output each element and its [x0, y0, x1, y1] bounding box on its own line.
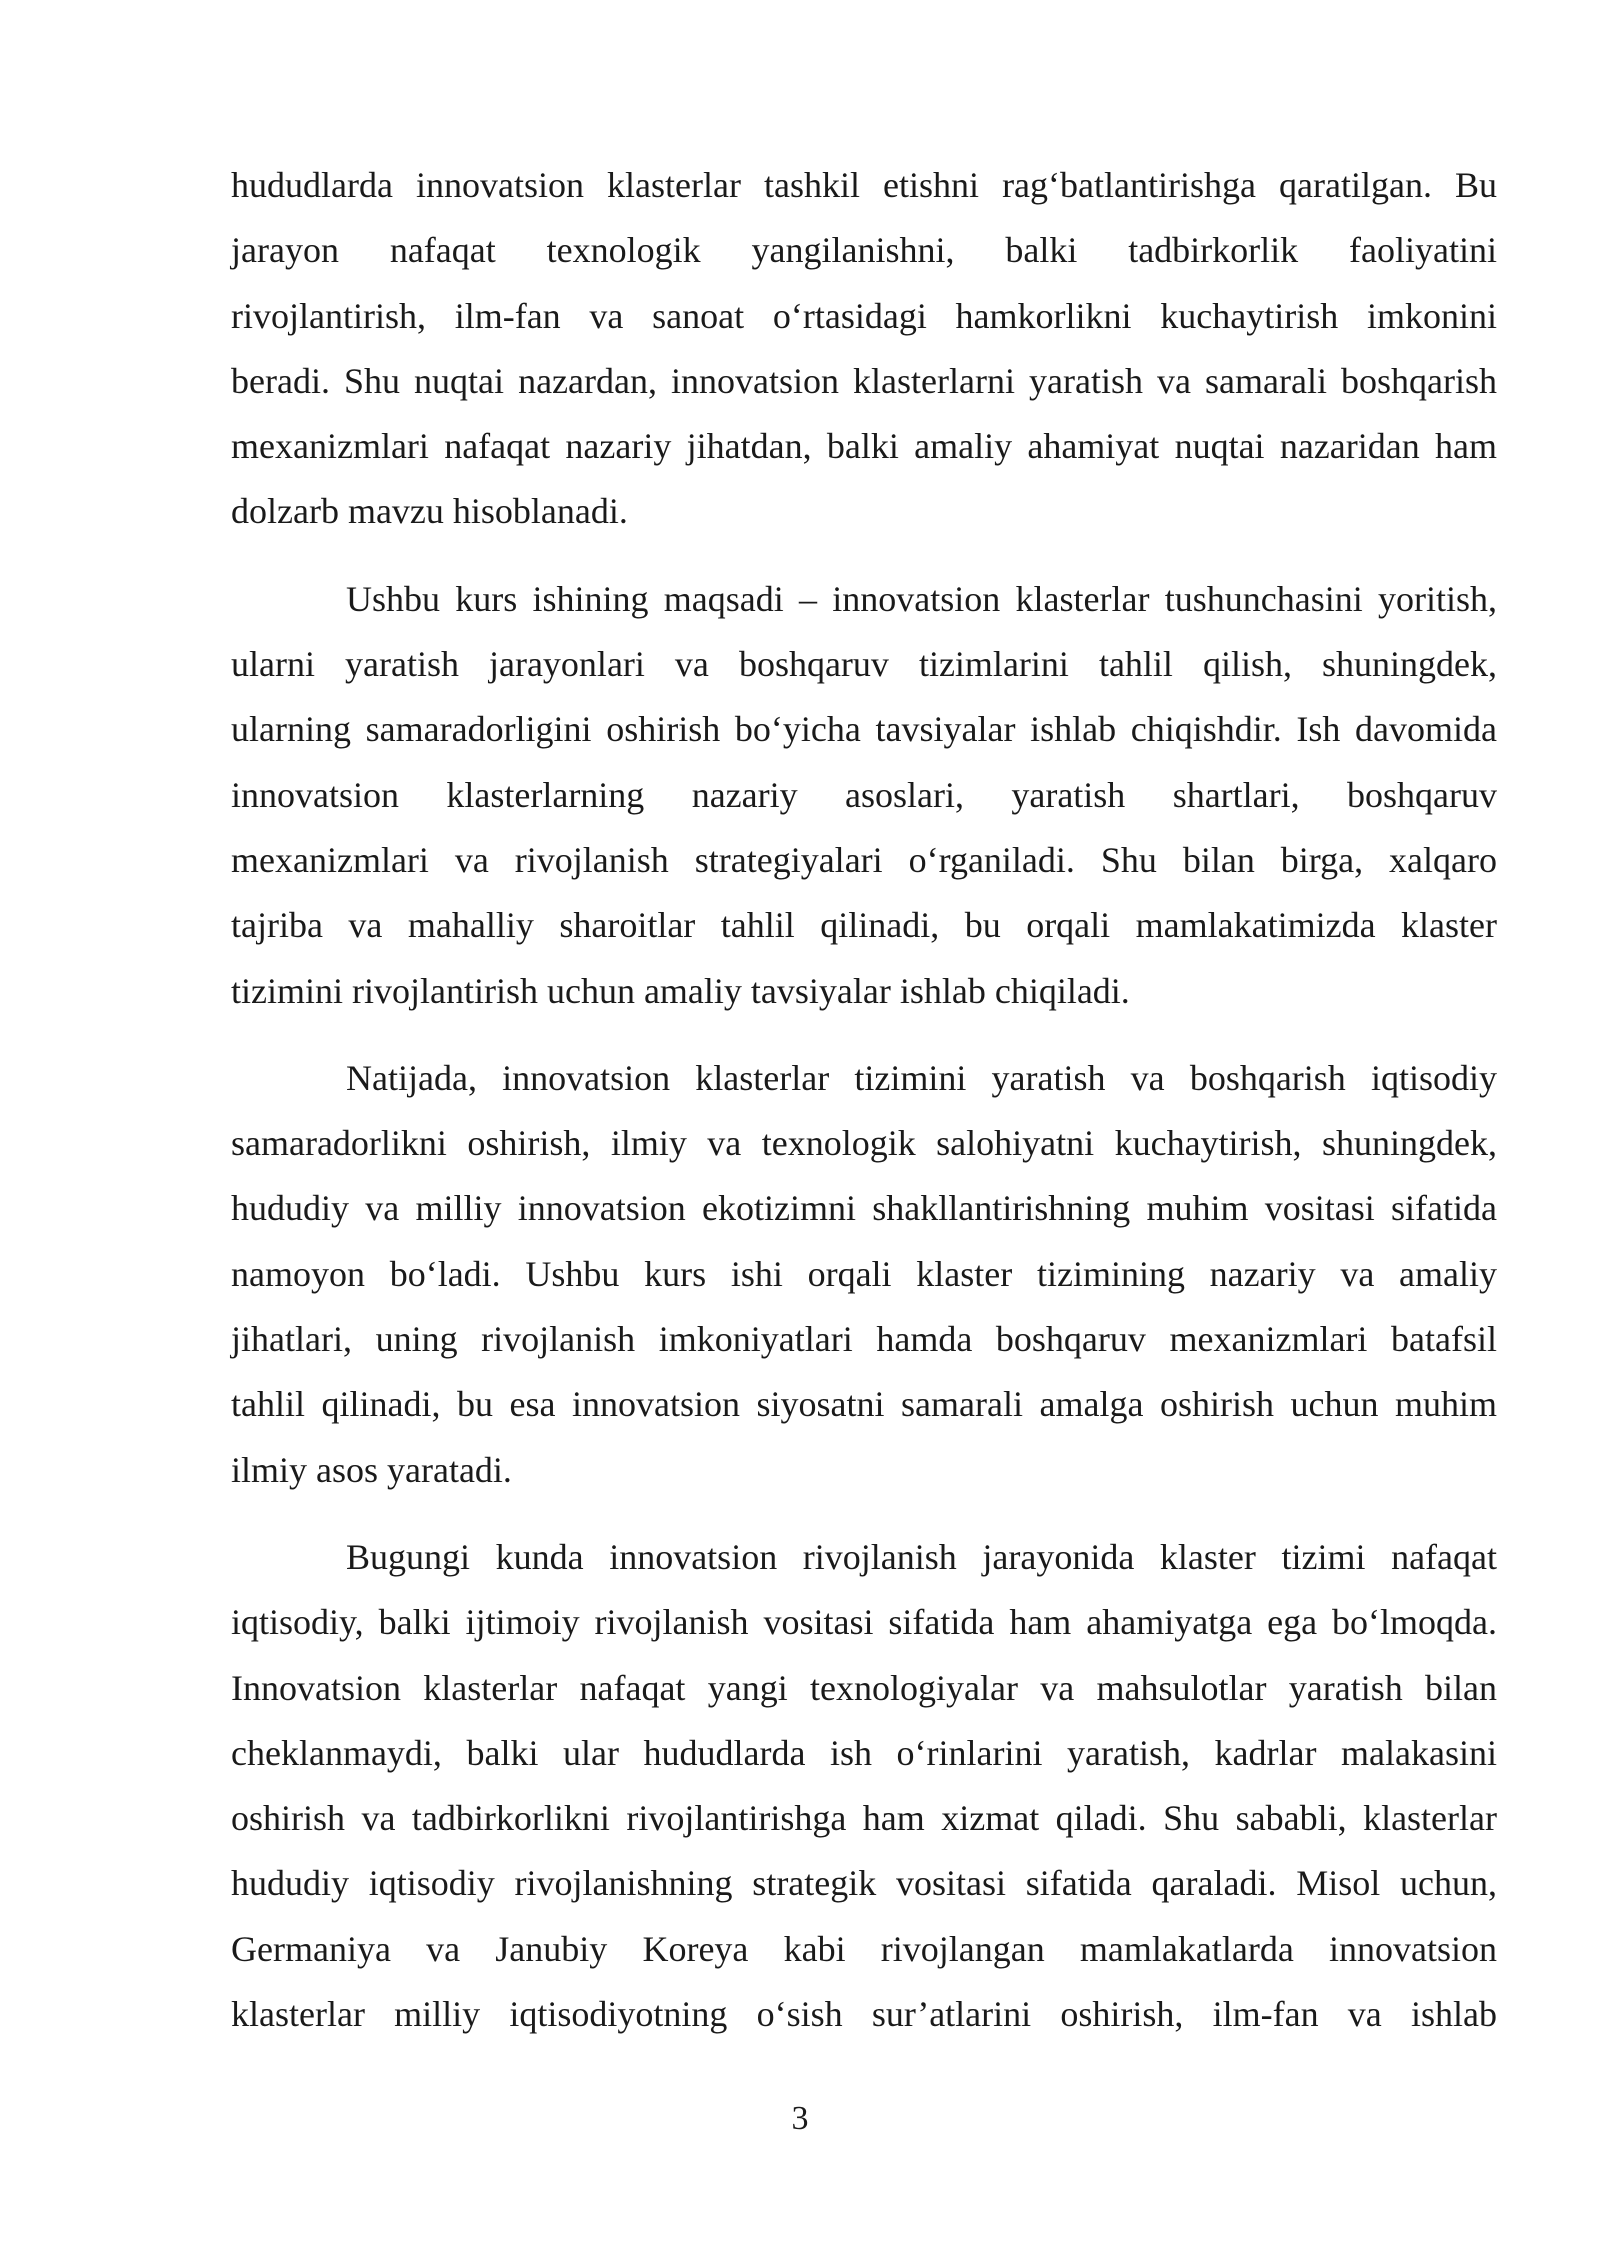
text-line: Natijada, innovatsion klasterlar tizimini yaratish va boshqarish iqtisodiy [346, 1057, 1497, 1098]
text-line: jihatlari, uning rivojlanish imkoniyatlari hamda boshqaruv mexanizmlari batafsil [231, 1319, 1497, 1360]
page-body [231, 153, 1497, 2047]
text-line: oshirish va tadbirkorlikni rivojlantirishga ham xizmat qiladi. Shu sababli, klasterlar [231, 1798, 1497, 1839]
text-line: ularni yaratish jarayonlari va boshqaruv tizimlarini tahlil qilish, shuningdek, [231, 644, 1497, 685]
text-line: hududiy iqtisodiy rivojlanishning strategik vositasi sifatida qaraladi. Misol uchun, [231, 1863, 1497, 1904]
text-line: tajriba va mahalliy sharoitlar tahlil qilinadi, bu orqali mamlakatimizda klaster [231, 905, 1497, 946]
page-number: 3 [791, 2100, 809, 2137]
text-line: tizimini rivojlantirish uchun amaliy tavsiyalar ishlab chiqiladi. [231, 970, 1130, 1011]
text-line: cheklanmaydi, balki ular hududlarda ish o‘rinlarini yaratish, kadrlar malakasini [231, 1732, 1497, 1773]
text-line: jarayon nafaqat texnologik yangilanishni, balki tadbirkorlik faoliyatini [231, 230, 1497, 271]
text-line: innovatsion klasterlarning nazariy asoslari, yaratish shartlari, boshqaruv [231, 774, 1497, 815]
text-line: namoyon bo‘ladi. Ushbu kurs ishi orqali klaster tizimining nazariy va amaliy [231, 1253, 1497, 1294]
text-line: ilmiy asos yaratadi. [231, 1449, 512, 1490]
paragraph-2 [231, 567, 1497, 1024]
text-line: hududiy va milliy innovatsion ekotizimni shakllantirishning muhim vositasi sifatida [231, 1188, 1497, 1229]
text-line: rivojlantirish, ilm-fan va sanoat o‘rtasidagi hamkorlikni kuchaytirish imkonini [231, 295, 1497, 336]
paragraph-1 [231, 153, 1497, 545]
text-line: dolzarb mavzu hisoblanadi. [231, 491, 628, 532]
text-line: tahlil qilinadi, bu esa innovatsion siyosatni samarali amalga oshirish uchun muhim [231, 1384, 1497, 1425]
text-line: Bugungi kunda innovatsion rivojlanish jarayonida klaster tizimi nafaqat [346, 1536, 1497, 1577]
text-line: Germaniya va Janubiy Koreya kabi rivojlangan mamlakatlarda innovatsion [231, 1928, 1497, 1969]
paragraph-3 [231, 1046, 1497, 1503]
text-line: hududlarda innovatsion klasterlar tashkil etishni rag‘batlantirishga qaratilgan. Bu [231, 165, 1497, 205]
paragraph-4 [231, 1525, 1497, 2047]
text-line: ularning samaradorligini oshirish bo‘yicha tavsiyalar ishlab chiqishdir. Ish davomida [231, 709, 1497, 750]
text-line: beradi. Shu nuqtai nazardan, innovatsion klasterlarni yaratish va samarali boshqarish [231, 360, 1497, 401]
text-line: klasterlar milliy iqtisodiyotning o‘sish sur’atlarini oshirish, ilm-fan va ishlab [231, 1994, 1497, 2035]
text-line: mexanizmlari nafaqat nazariy jihatdan, balki amaliy ahamiyat nuqtai nazaridan ham [231, 426, 1497, 467]
text-line: Innovatsion klasterlar nafaqat yangi texnologiyalar va mahsulotlar yaratish bilan [231, 1667, 1497, 1708]
text-line: iqtisodiy, balki ijtimoiy rivojlanish vositasi sifatida ham ahamiyatga ega bo‘lmoqda. [231, 1602, 1497, 1643]
text-line: samaradorlikni oshirish, ilmiy va texnologik salohiyatni kuchaytirish, shuningdek, [231, 1123, 1497, 1164]
text-line: mexanizmlari va rivojlanish strategiyalari o‘rganiladi. Shu bilan birga, xalqaro [231, 839, 1497, 880]
text-line: Ushbu kurs ishining maqsadi – innovatsion klasterlar tushunchasini yoritish, [346, 578, 1497, 619]
